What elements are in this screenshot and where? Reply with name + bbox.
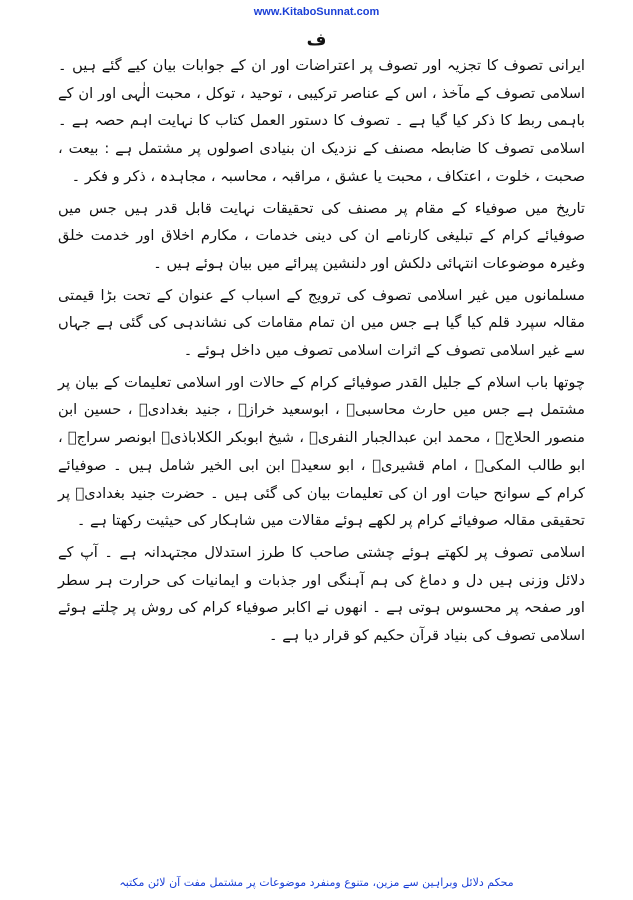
footer-tagline: محکم دلائل وبراہین سے مزین، متنوع ومنفرد موضوعات پر مشتمل مفت آن لائن مکتبہ [119,876,514,889]
page-marker: ف [306,30,327,50]
paragraph-5: اسلامی تصوف پر لکھتے ہوئے چشتی صاحب کا طرز استدلال مجتہدانہ ہے ۔ آپ کے دلائل وزنی ہیں دل و دماغ کی ہم آہنگی اور جذبات و ایمانیات کی حرارت ہر سطر اور صفحہ پر محسوس ہوتی ہے ۔ انھوں نے اکابر صوفیاء کرام کی روش پر چلتے ہوئے اسلامی تصوف کی بنیاد قرآن حکیم کو قرار دیا ہے ۔ [58,543,585,645]
paragraph-3: مسلمانوں میں غیر اسلامی تصوف کی ترویج کے اسباب کے عنوان کے تحت بڑا قیمتی مقالہ سپرد قلم کیا گیا ہے جس میں ان تمام مقامات کی نشاندہی کی گئی ہے جہاں سے غیر اسلامی تصوف کے اثرات اسلامی تصوف میں داخل ہوئے ۔ [58,286,585,360]
site-url-header: www.KitaboSunnat.com [253,6,380,18]
page-body [58,52,585,650]
paragraph-2: تاریخ میں صوفیاء کے مقام پر مصنف کی تحقیقات نہایت قابل قدر ہیں جس میں صوفیائے کرام کے تبلیغی کارنامے ان کی دینی خدمات ، مکارم اخلاق اور خدمت خلق وغیرہ موضوعات انتہائی دلکش اور دلنشین پیرائے میں بیان ہوئے ہیں ۔ [58,199,585,272]
paragraph-1: ایرانی تصوف کا تجزیہ اور تصوف پر اعتراضات اور ان کے جوابات بیان کیے گئے ہیں ۔ اسلامی تصوف کے مآخذ ، اس کے عناصر ترکیبی ، توحید ، توکل ، محبت الٰہی اور ان کے باہمی ربط کا ذکر کیا گیا ہے ۔ تصوف کا دستور العمل کتاب کا نہایت اہم حصہ ہے ۔ اسلامی تصوف کا ضابطہ مصنف کے نزدیک ان بنیادی اصولوں پر مشتمل ہے : بیعت ، صحبت ، خلوت ، اعتکاف ، محبت یا عشق ، مراقبہ ، محاسبہ ، مجاہدہ ، ذکر و فکر ۔ [58,57,585,185]
paragraph-4: چوتھا باب اسلام کے جلیل القدر صوفیائے کرام کے حالات اور اسلامی تعلیمات کے بیان پر مشتمل ہے جس میں حارث محاسبیؒ ، ابوسعید خرازؒ ، جنید بغدادیؒ ، حسین ابن منصور الحلاجؒ ، محمد ابن عبدالجبار النفریؒ ، شیخ ابوبکر الکلاباذیؒ ابونصر سراجؒ ، ابو طالب المکیؒ ، امام قشیریؒ ، ابو سعیدؒ ابن ابی الخیر شامل ہیں ۔ صوفیائے کرام کے سوانح حیات اور ان کی تعلیمات بیان کی گئی ہیں ۔ حضرت جنید بغدادیؒ پر تحقیقی مقالہ صوفیائے کرام پر لکھے ہوئے مقالات میں شاہکار کی حیثیت رکھتا ہے ۔ [58,373,585,530]
